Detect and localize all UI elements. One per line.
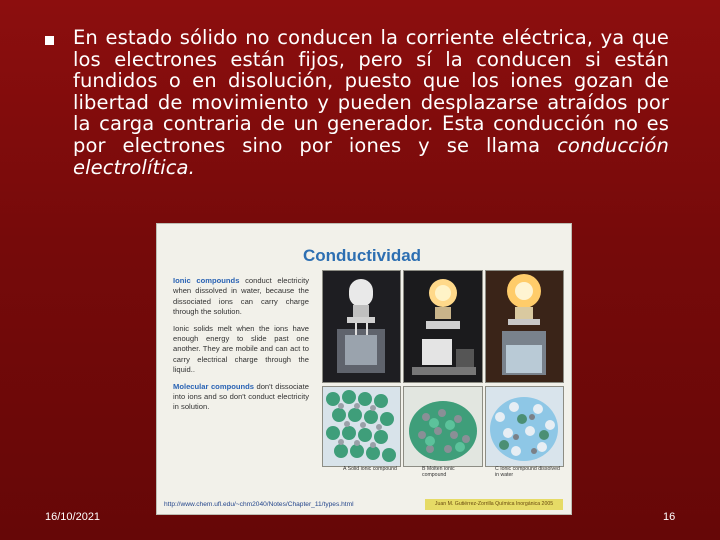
diagram-molten-ions — [403, 386, 483, 467]
diagram-dissolved-ions — [485, 386, 564, 467]
photo-solid-apparatus — [322, 270, 401, 383]
caption-dissolved: C Ionic compound dissolved in water — [495, 466, 560, 478]
credit-banner: Juan M. Gutiérrez-Zorrilla Química Inorgánica 2005 — [425, 499, 563, 510]
figure-paragraph-molecular — [173, 382, 309, 413]
diagram-solid-lattice — [322, 386, 401, 467]
figure-paragraph-ionic — [173, 276, 309, 318]
footer-page-number: 16 — [663, 511, 676, 523]
source-url: http://www.chem.ufl.edu/~chm2040/Notes/Chapter_11/types.html — [164, 501, 354, 508]
paragraph-italic-term: conducción electrolítica. — [73, 133, 669, 179]
figure-title: Conductividad — [303, 246, 422, 265]
molecular-compounds-label: Molecular compounds — [173, 381, 254, 391]
photo-molten-apparatus — [403, 270, 483, 383]
figure-explanation — [173, 276, 309, 419]
molecular-compounds-text: don't dissociate into ions and so don't conduct electricity in solution. — [173, 381, 309, 412]
paragraph-text: En estado sólido no conducen la corriente eléctrica, ya que los electrones están fijos, pero sí la conducen si están fundidos o en disolución, puesto que los iones gozan de libertad de movimiento y pueden desplazarse atraídos por la carga contraria de un generador. Esta conducción no es por electrones sino por iones y se llama — [73, 26, 669, 157]
bullet-square-icon — [45, 36, 54, 45]
bullet-paragraph — [73, 27, 669, 178]
caption-molten: B Molten ionic compound — [422, 466, 455, 478]
conductivity-figure — [156, 223, 572, 515]
figure-paragraph-melt: Ionic solids melt when the ions have enough energy to slide past one another. They are mobile and can act to carry electrical charge through the liquid.. — [173, 323, 309, 375]
photo-solution-apparatus — [485, 270, 564, 383]
ionic-compounds-text: conduct electricity when dissolved in water, because the dissociated ions can carry charge through the solution. — [173, 276, 309, 317]
caption-solid: A Solid ionic compound — [343, 466, 397, 472]
footer-date: 16/10/2021 — [45, 511, 101, 523]
ionic-compounds-label: Ionic compounds — [173, 276, 240, 285]
